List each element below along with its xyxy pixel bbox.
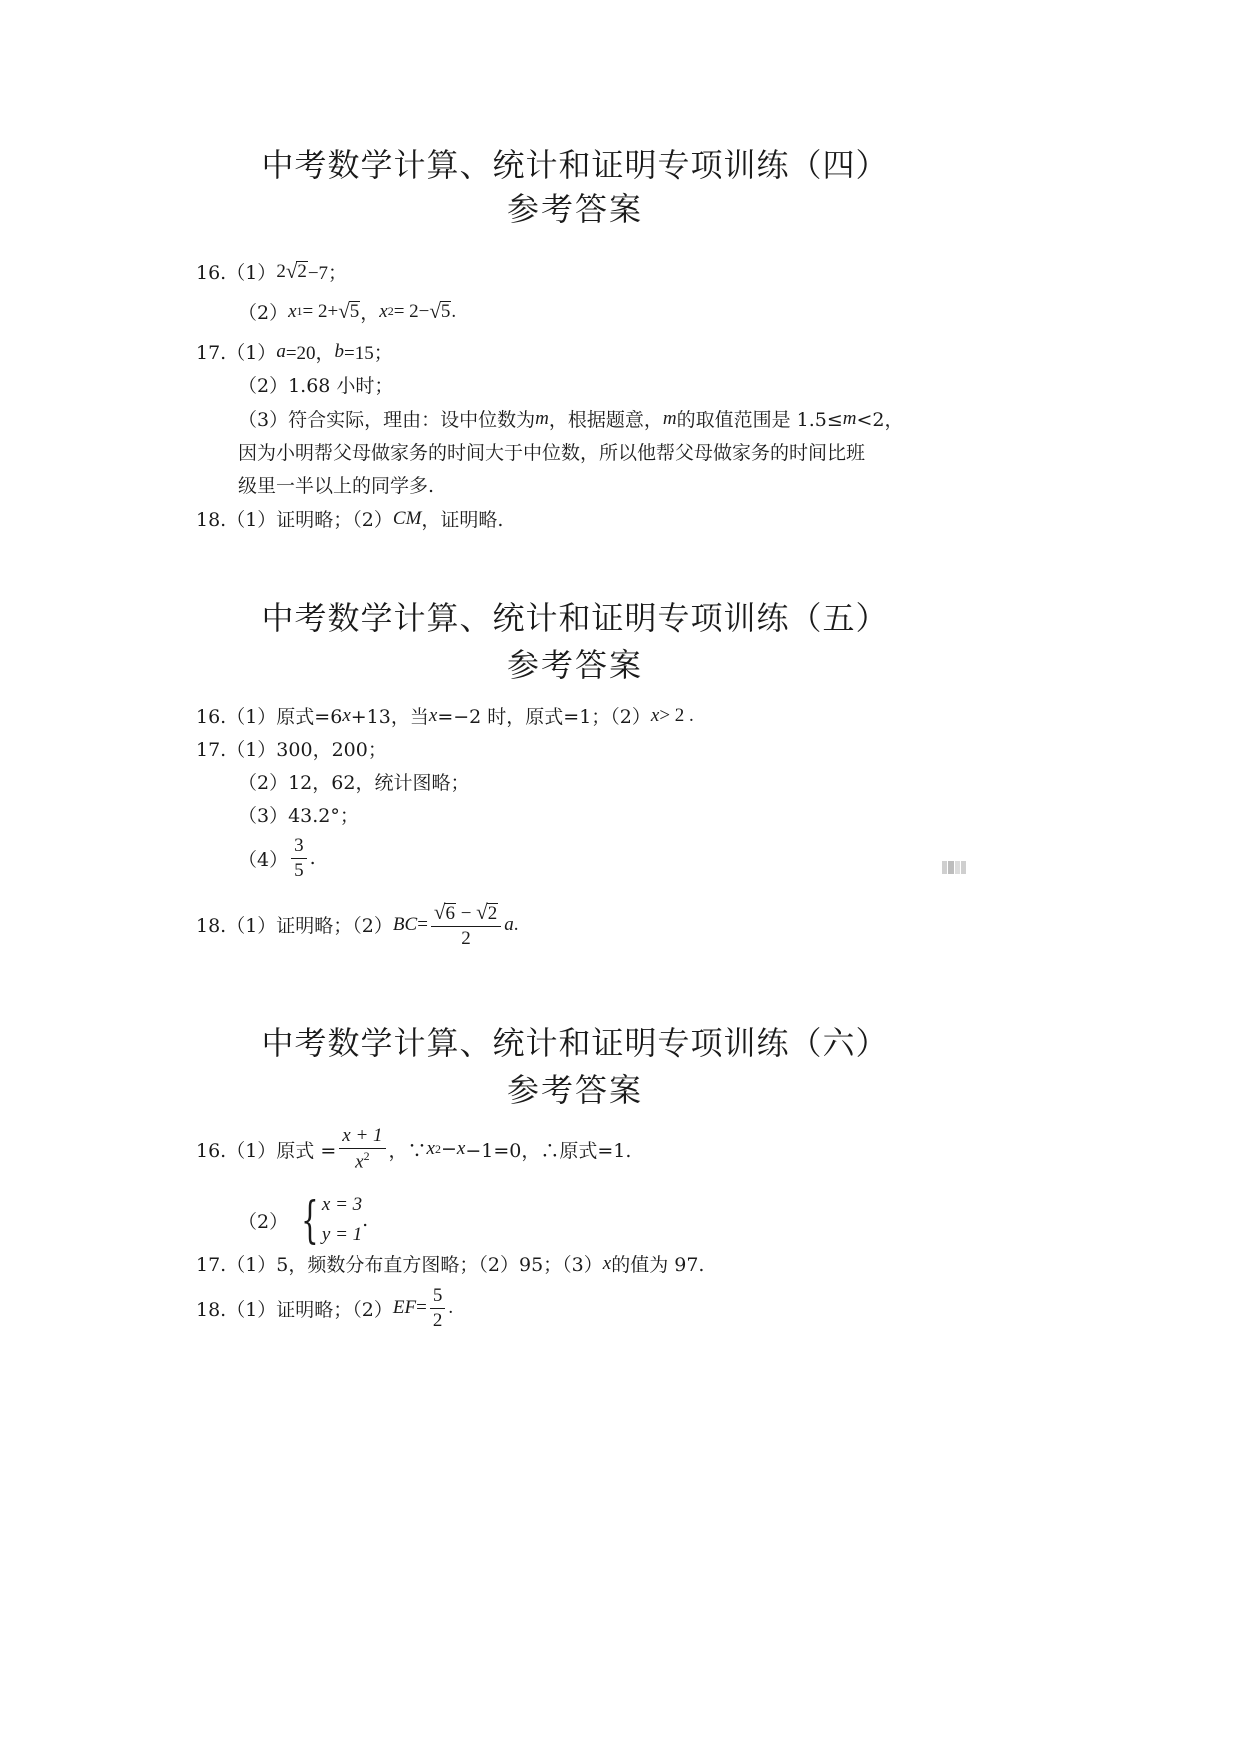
radical-sign: √	[338, 299, 350, 323]
s5-18-minus: −	[455, 903, 477, 924]
s6-16-1-num: x + 1	[339, 1125, 385, 1149]
radical-sign: √	[476, 900, 488, 924]
s4-16-2-rad2: 5	[440, 300, 451, 322]
s4-answer-17-3a	[238, 405, 904, 432]
s4-17-3a-pre: （3）符合实际，理由：设中位数为	[238, 409, 536, 431]
s4-17-3c-text: 级里一半以上的同学多.	[238, 475, 435, 497]
s6-18-fraction	[430, 1285, 446, 1332]
s5-16-mid: +13，当	[350, 706, 429, 728]
s5-18-pre: 18.（1）证明略；（2）	[196, 915, 393, 938]
s5-16-x1: x	[342, 704, 351, 726]
s5-16-pre: 16.（1）原式=6	[196, 706, 343, 728]
s6-16-2-rows	[322, 1190, 362, 1250]
s6-16-1-end: −1=0，∴原式=1.	[465, 1139, 632, 1162]
s5-18-num	[431, 900, 501, 927]
s6-answer-16-1	[196, 1125, 631, 1173]
s6-answer-16-2	[238, 1190, 368, 1250]
s5-17-4-den: 5	[294, 859, 304, 881]
s5-18-den: 2	[461, 927, 471, 949]
s5-answer-17-1	[196, 735, 387, 762]
s4-17-3b-text: 因为小明帮父母做家务的时间大于中位数，所以他帮父母做家务的时间比班	[238, 442, 866, 464]
s6-answer-17	[196, 1250, 704, 1277]
s4-17-3a-m2: m	[662, 407, 677, 429]
s4-16-2-eq1: = 2+	[302, 300, 339, 322]
s4-16-2-eq2: = 2−	[393, 300, 430, 322]
s4-16-1-radicand: 2	[297, 260, 307, 282]
s5-17-1-text: 17.（1）300，200；	[196, 739, 387, 761]
s5-18-end: .	[513, 913, 519, 935]
s5-18-fraction	[431, 900, 501, 950]
s4-17-3a-mid: ，根据题意，	[548, 409, 663, 431]
s4-answer-16-2	[238, 298, 456, 325]
s4-17-1-label: 17.（1）	[196, 342, 277, 364]
s6-16-1-den-sup: 2	[363, 1148, 370, 1163]
s5-answer-17-4	[238, 835, 316, 882]
s6-16-2-row2: y = 1	[321, 1224, 363, 1245]
s5-17-3-text: （3）43.2°；	[238, 805, 359, 827]
s5-answer-17-2	[238, 768, 469, 795]
s6-16-1-x: x	[426, 1138, 435, 1159]
s4-17-3a-end: <2，	[856, 409, 904, 431]
s4-17-1-b: b	[334, 340, 345, 362]
s4-16-2-end: .	[451, 300, 457, 322]
s6-16-1-pre: 16.（1）原式 =	[196, 1139, 337, 1162]
s6-17-end: 的值为 97.	[611, 1254, 705, 1276]
s4-16-2-x1-sub: 1	[296, 304, 303, 318]
s5-17-2-text: （2）12，62，统计图略；	[238, 772, 470, 794]
s5-16-x2: x	[428, 704, 438, 726]
s6-16-2-system	[294, 1190, 362, 1250]
s6-16-2-end: .	[362, 1209, 369, 1231]
s4-answer-16-1	[196, 258, 347, 285]
s4-16-2-rad1: 5	[349, 300, 360, 322]
s6-17-x: x	[602, 1252, 612, 1274]
s6-18-ef: EF	[392, 1297, 417, 1319]
s6-16-1-mid: ，∵	[388, 1139, 427, 1162]
s6-17-pre: 17.（1）5，频数分布直方图略；（2）95；（3）	[196, 1254, 603, 1276]
s6-18-den: 2	[432, 1309, 443, 1331]
s5-17-4-fraction	[291, 835, 307, 882]
s6-16-1-den-x: x	[355, 1151, 364, 1173]
section-4-subtitle: 参考答案	[506, 190, 643, 228]
radical-sign: √	[429, 299, 441, 323]
s4-18-cm: CM	[392, 507, 422, 529]
s5-17-4-num: 3	[291, 835, 307, 859]
s4-17-1-aval: =20，	[285, 343, 335, 364]
s6-18-pre: 18.（1）证明略；（2）	[196, 1298, 393, 1321]
s4-16-2-x2: x	[379, 300, 388, 322]
s4-16-2-sep: ，	[360, 302, 380, 324]
s5-16-mid2: =−2 时，原式=1；（2）	[437, 706, 651, 728]
section-6-subtitle: 参考答案	[506, 1071, 643, 1109]
s5-17-4-end: .	[309, 847, 316, 870]
s6-18-num: 5	[430, 1285, 446, 1309]
margin-scan-mark	[942, 861, 966, 874]
section-5-title: 中考数学计算、统计和证明专项训练（五）	[261, 599, 889, 637]
section-5-subtitle: 参考答案	[506, 646, 643, 684]
s4-17-3a-mid2: 的取值范围是 1.5≤	[676, 409, 843, 431]
s4-16-1-coef: 2	[276, 260, 286, 282]
s4-answer-17-2	[238, 371, 393, 398]
s4-17-2-text: （2）1.68 小时；	[238, 375, 394, 397]
left-brace-icon: {	[301, 1191, 319, 1249]
s4-17-1-a: a	[276, 340, 286, 362]
s4-answer-17-1	[196, 338, 393, 365]
s4-17-1-bval: =15；	[344, 343, 393, 364]
s4-17-3a-m1: m	[535, 407, 549, 429]
section-4-title: 中考数学计算、统计和证明专项训练（四）	[261, 146, 889, 184]
s6-16-2-row1: x = 3	[321, 1194, 363, 1215]
s4-answer-17-3c	[238, 471, 434, 498]
s6-16-1-fraction	[339, 1125, 385, 1173]
s4-18-end: ，证明略.	[421, 509, 504, 531]
s6-16-1-den	[355, 1149, 369, 1173]
s5-18-bc: BC	[392, 913, 418, 935]
s4-16-2-x2-sub: 2	[387, 304, 394, 318]
s6-18-eq: =	[416, 1297, 427, 1319]
s6-16-1-sup: 2	[434, 1141, 441, 1156]
s4-answer-17-3b	[238, 438, 865, 465]
s5-16-end: > 2 .	[659, 704, 694, 726]
s5-18-rad2: 2	[487, 903, 498, 924]
s4-17-3a-m3: m	[842, 407, 857, 429]
s6-16-2-label: （2）	[238, 1210, 289, 1233]
radical-sign: √	[433, 900, 446, 924]
s5-18-eq: =	[417, 913, 428, 935]
s5-answer-18	[196, 900, 518, 950]
s5-answer-16	[196, 702, 694, 729]
s4-16-1-tail: −7；	[307, 263, 348, 284]
s4-answer-18	[196, 505, 503, 532]
s6-16-1-mid2: −	[440, 1138, 457, 1160]
section-6-title: 中考数学计算、统计和证明专项训练（六）	[261, 1024, 889, 1062]
s4-16-2-x1: x	[288, 300, 297, 322]
s5-answer-17-3	[238, 801, 359, 828]
s6-16-1-x2: x	[456, 1138, 466, 1159]
s5-18-a: a	[504, 913, 514, 935]
s4-16-1-label: 16.（1）	[196, 262, 277, 284]
s6-18-end: .	[448, 1297, 454, 1319]
radical-sign: √	[285, 259, 298, 283]
s5-18-rad1: 6	[445, 903, 455, 924]
s4-18-pre: 18.（1）证明略；（2）	[196, 509, 393, 531]
s4-16-2-label: （2）	[238, 302, 289, 324]
s6-answer-18	[196, 1285, 453, 1332]
s5-17-4-label: （4）	[238, 848, 289, 871]
s5-16-x3: x	[650, 704, 660, 726]
